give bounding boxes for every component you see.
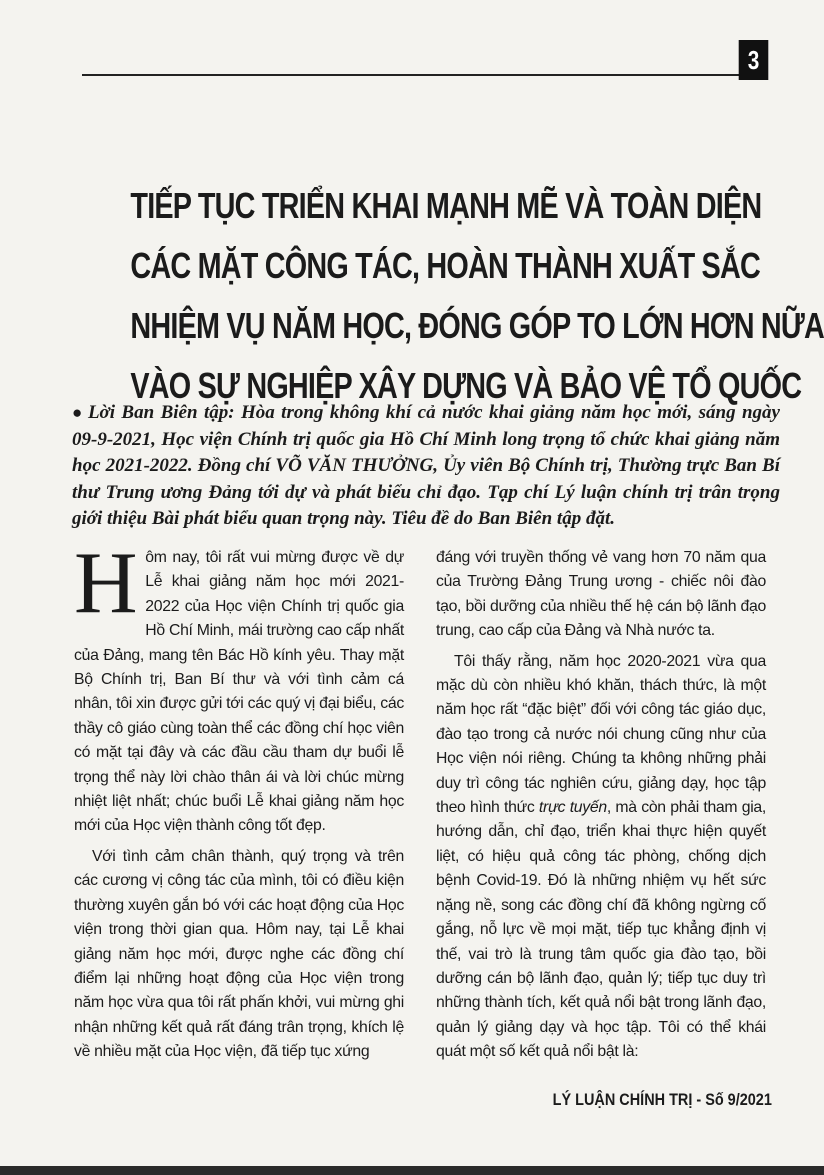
left-paragraph-2: Với tình cảm chân thành, quý trọng và trên các cương vị công tác của mình, tôi có điều kiện thường xuyên gắn bó với các hoạt động của Học viện trong thời gian qua. Hôm nay, tại Lễ khai giảng năm học mới, được nghe các đồng chí điểm lại những hoạt động của Học viện trong năm học vừa qua tôi rất phấn khởi, vui mừng ghi nhận những kết quả rất đáng trân trọng, khích lệ về nhiều mặt của Học viện, đã tiếp tục xứng <box>74 847 404 1061</box>
right-paragraph-2-italic: trực tuyến <box>538 799 607 817</box>
left-column <box>74 535 404 1065</box>
right-paragraph-2-end: , mà còn phải tham gia, hướng dẫn, chỉ đạo, triển khai thực hiện quyết liệt, có hiệu quả công tác phòng, chống dịch bệnh Covid-19. Đó là những nhiệm vụ hết sức nặng nề, song các đồng chí đã không ngừng cố gắng, nỗ lực về mọi mặt, tiếp tục khẳng định vị thế, vai trò là trung tâm quốc gia đào tạo, bồi dưỡng cán bộ lãnh đạo, quản lý; tiếp tục duy trì những thành tích, kết quả nổi bật trong lãnh đạo, quản lý giảng dạy và học tập. Tôi có thể khái quát một số kết quả nổi bật là: <box>436 799 766 1061</box>
drop-cap: H <box>74 535 138 632</box>
title-line-2: CÁC MẶT CÔNG TÁC, HOÀN THÀNH XUẤT SẮC <box>130 245 760 286</box>
article-title <box>60 176 824 416</box>
bullet-icon: ● <box>72 403 84 422</box>
scan-edge <box>0 1166 824 1175</box>
page-number: 3 <box>739 40 769 80</box>
journal-footer: LÝ LUẬN CHÍNH TRỊ - Số 9/2021 <box>552 1090 772 1109</box>
left-paragraph-1-text: ôm nay, tôi rất vui mừng được về dự Lễ khai giảng năm học mới 2021-2022 của Học viện Chính trị quốc gia Hồ Chí Minh, mái trường cao cấp nhất của Đảng, mang tên Bác Hồ kính yêu. Thay mặt Bộ Chính trị, Ban Bí thư và với tình cảm cá nhân, tôi xin được gửi tới các quý vị đại biểu, các thầy cô giáo cùng toàn thể các đồng chí học viên có mặt tại đây và các đầu cầu tham dự buổi lễ trọng thể này lời chào thân ái và lời chúc mừng nhiệt liệt nhất; chúc buổi Lễ khai giảng năm học mới của Học viện thành công tốt đẹp. <box>74 549 404 835</box>
lead-text: Lời Ban Biên tập: Hòa trong không khí cả nước khai giảng năm học mới, sáng ngày 09-9-2021, Học viện Chính trị quốc gia Hồ Chí Minh long trọng tổ chức khai giảng năm học 2021-2022. Đồng chí VÕ VĂN THƯỞNG, Ủy viên Bộ Chính trị, Thường trực Ban Bí thư Trung ương Đảng tới dự và phát biểu chỉ đạo. Tạp chí Lý luận chính trị trân trọng giới thiệu Bài phát biểu quan trọng này. Tiêu đề do Ban Biên tập đặt. <box>72 402 780 529</box>
left-paragraph-1 <box>74 535 404 839</box>
editor-lead <box>72 400 780 533</box>
right-column <box>436 546 766 1065</box>
header-rule <box>82 74 742 76</box>
title-line-3: NHIỆM VỤ NĂM HỌC, ĐÓNG GÓP TO LỚN HƠN NỮA <box>130 305 824 346</box>
right-paragraph-2 <box>436 650 766 1065</box>
right-paragraph-1: đáng với truyền thống vẻ vang hơn 70 năm qua của Trường Đảng Trung ương - chiếc nôi đào tạo, bồi dưỡng của nhiều thế hệ cán bộ lãnh đạo trung, cao cấp của Đảng và Nhà nước ta. <box>436 549 766 640</box>
title-line-1: TIẾP TỤC TRIỂN KHAI MẠNH MẼ VÀ TOÀN DIỆN <box>130 185 762 226</box>
title-line-4: VÀO SỰ NGHIỆP XÂY DỰNG VÀ BẢO VỆ TỔ QUỐC <box>130 365 802 406</box>
right-paragraph-2-start: Tôi thấy rằng, năm học 2020-2021 vừa qua mặc dù còn nhiều khó khăn, thách thức, là một năm học rất “đặc biệt” đối với công tác giáo dục, đào tạo trong cả nước nói chung cũng như của Học viện nói riêng. Chúng ta không những phải duy trì công tác nghiên cứu, giảng dạy, học tập theo hình thức <box>436 652 766 817</box>
